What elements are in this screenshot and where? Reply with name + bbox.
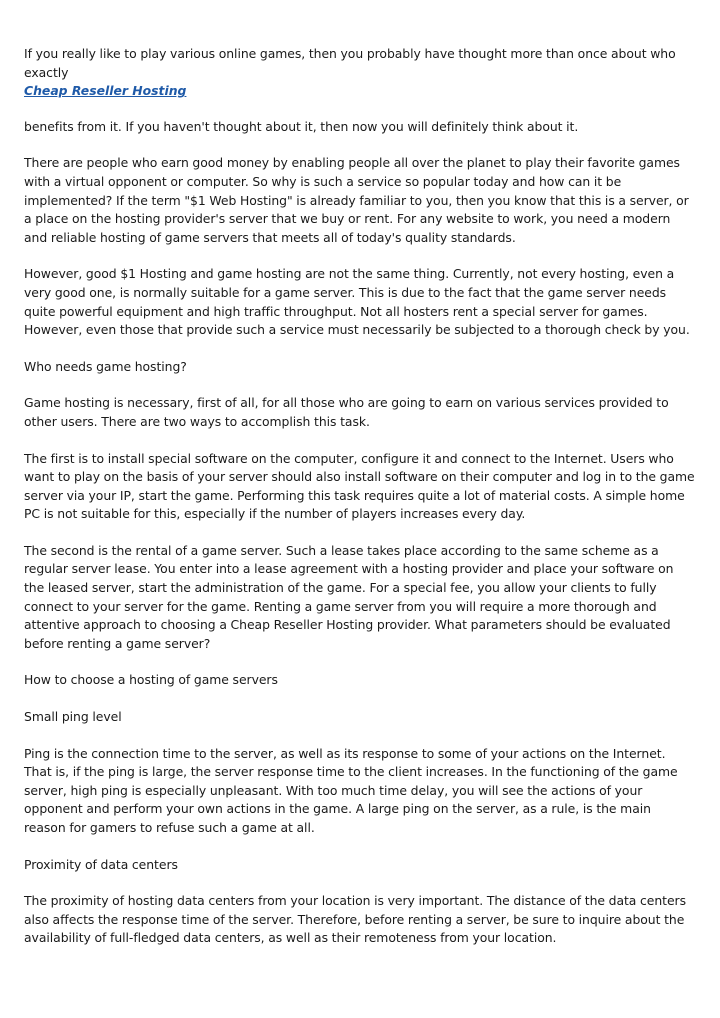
subsection-heading: Proximity of data centers: [24, 856, 178, 872]
subsection-heading: Small ping level: [24, 709, 122, 725]
paragraph: Ping is the connection time to the server, as well as its response to some of your actions on the Internet. That is, if the ping is large, the server response time to the client increases. In the functioning of the game server, high ping is especially unpleasant. With too much time delay, you will see the actions of your opponent and perform your own actions in the game. A large ping on the server, as a rule, is the main reason for gamers to refuse such a game at all.: [24, 745, 678, 835]
paragraph: benefits from it. If you haven't thought about it, then now you will definitely think about it.: [24, 118, 579, 134]
section-heading: How to choose a hosting of game servers: [24, 672, 278, 688]
paragraph: Game hosting is necessary, first of all, for all those who are going to earn on various services provided to other users. There are two ways to accomplish this task.: [24, 395, 669, 429]
link-line: [24, 82, 696, 101]
paragraph: The first is to install special software on the computer, configure it and connect to the Internet. Users who want to play on the basis of your server should also install software on their computer and log in to the game server via your IP, start the game. Performing this task requires quite a lot of material costs. A simple home PC is not suitable for this, especially if the number of players increases every day.: [24, 450, 695, 522]
intro-paragraph: If you really like to play various online games, then you probably have thought more than once about who exactly: [24, 46, 676, 80]
cheap-reseller-hosting-link[interactable]: Cheap Reseller Hosting: [24, 83, 187, 99]
paragraph: The second is the rental of a game server. Such a lease takes place according to the same scheme as a regular server lease. You enter into a lease agreement with a hosting provider and place your software on the leased server, start the administration of the game. For a special fee, you allow your clients to fully connect to your server for the game. Renting a game server from you will require a more thorough and attentive approach to choosing a Cheap Reseller Hosting provider. What parameters should be evaluated before renting a game server?: [24, 542, 674, 651]
paragraph: The proximity of hosting data centers from your location is very important. The distance of the data centers also affects the response time of the server. Therefore, before renting a server, be sure to inquire about the availability of full-fledged data centers, as well as their remoteness from your location.: [24, 893, 686, 946]
paragraph: However, good $1 Hosting and game hosting are not the same thing. Currently, not every hosting, even a very good one, is normally suitable for a game server. This is due to the fact that the game server needs quite powerful equipment and high traffic throughput. Not all hosters rent a special server for games. However, even those that provide such a service must necessarily be subjected to a thorough check by you.: [24, 266, 690, 338]
section-heading: Who needs game hosting?: [24, 358, 187, 374]
paragraph: There are people who earn good money by enabling people all over the planet to play their favorite games with a virtual opponent or computer. So why is such a service so popular today and how can it be implemented? If the term "$1 Web Hosting" is already familiar to you, then you know that this is a server, or a place on the hosting provider's server that we buy or rent. For any website to work, you need a modern and reliable hosting of game servers that meets all of today's quality standards.: [24, 155, 689, 245]
document-page: [24, 45, 696, 966]
